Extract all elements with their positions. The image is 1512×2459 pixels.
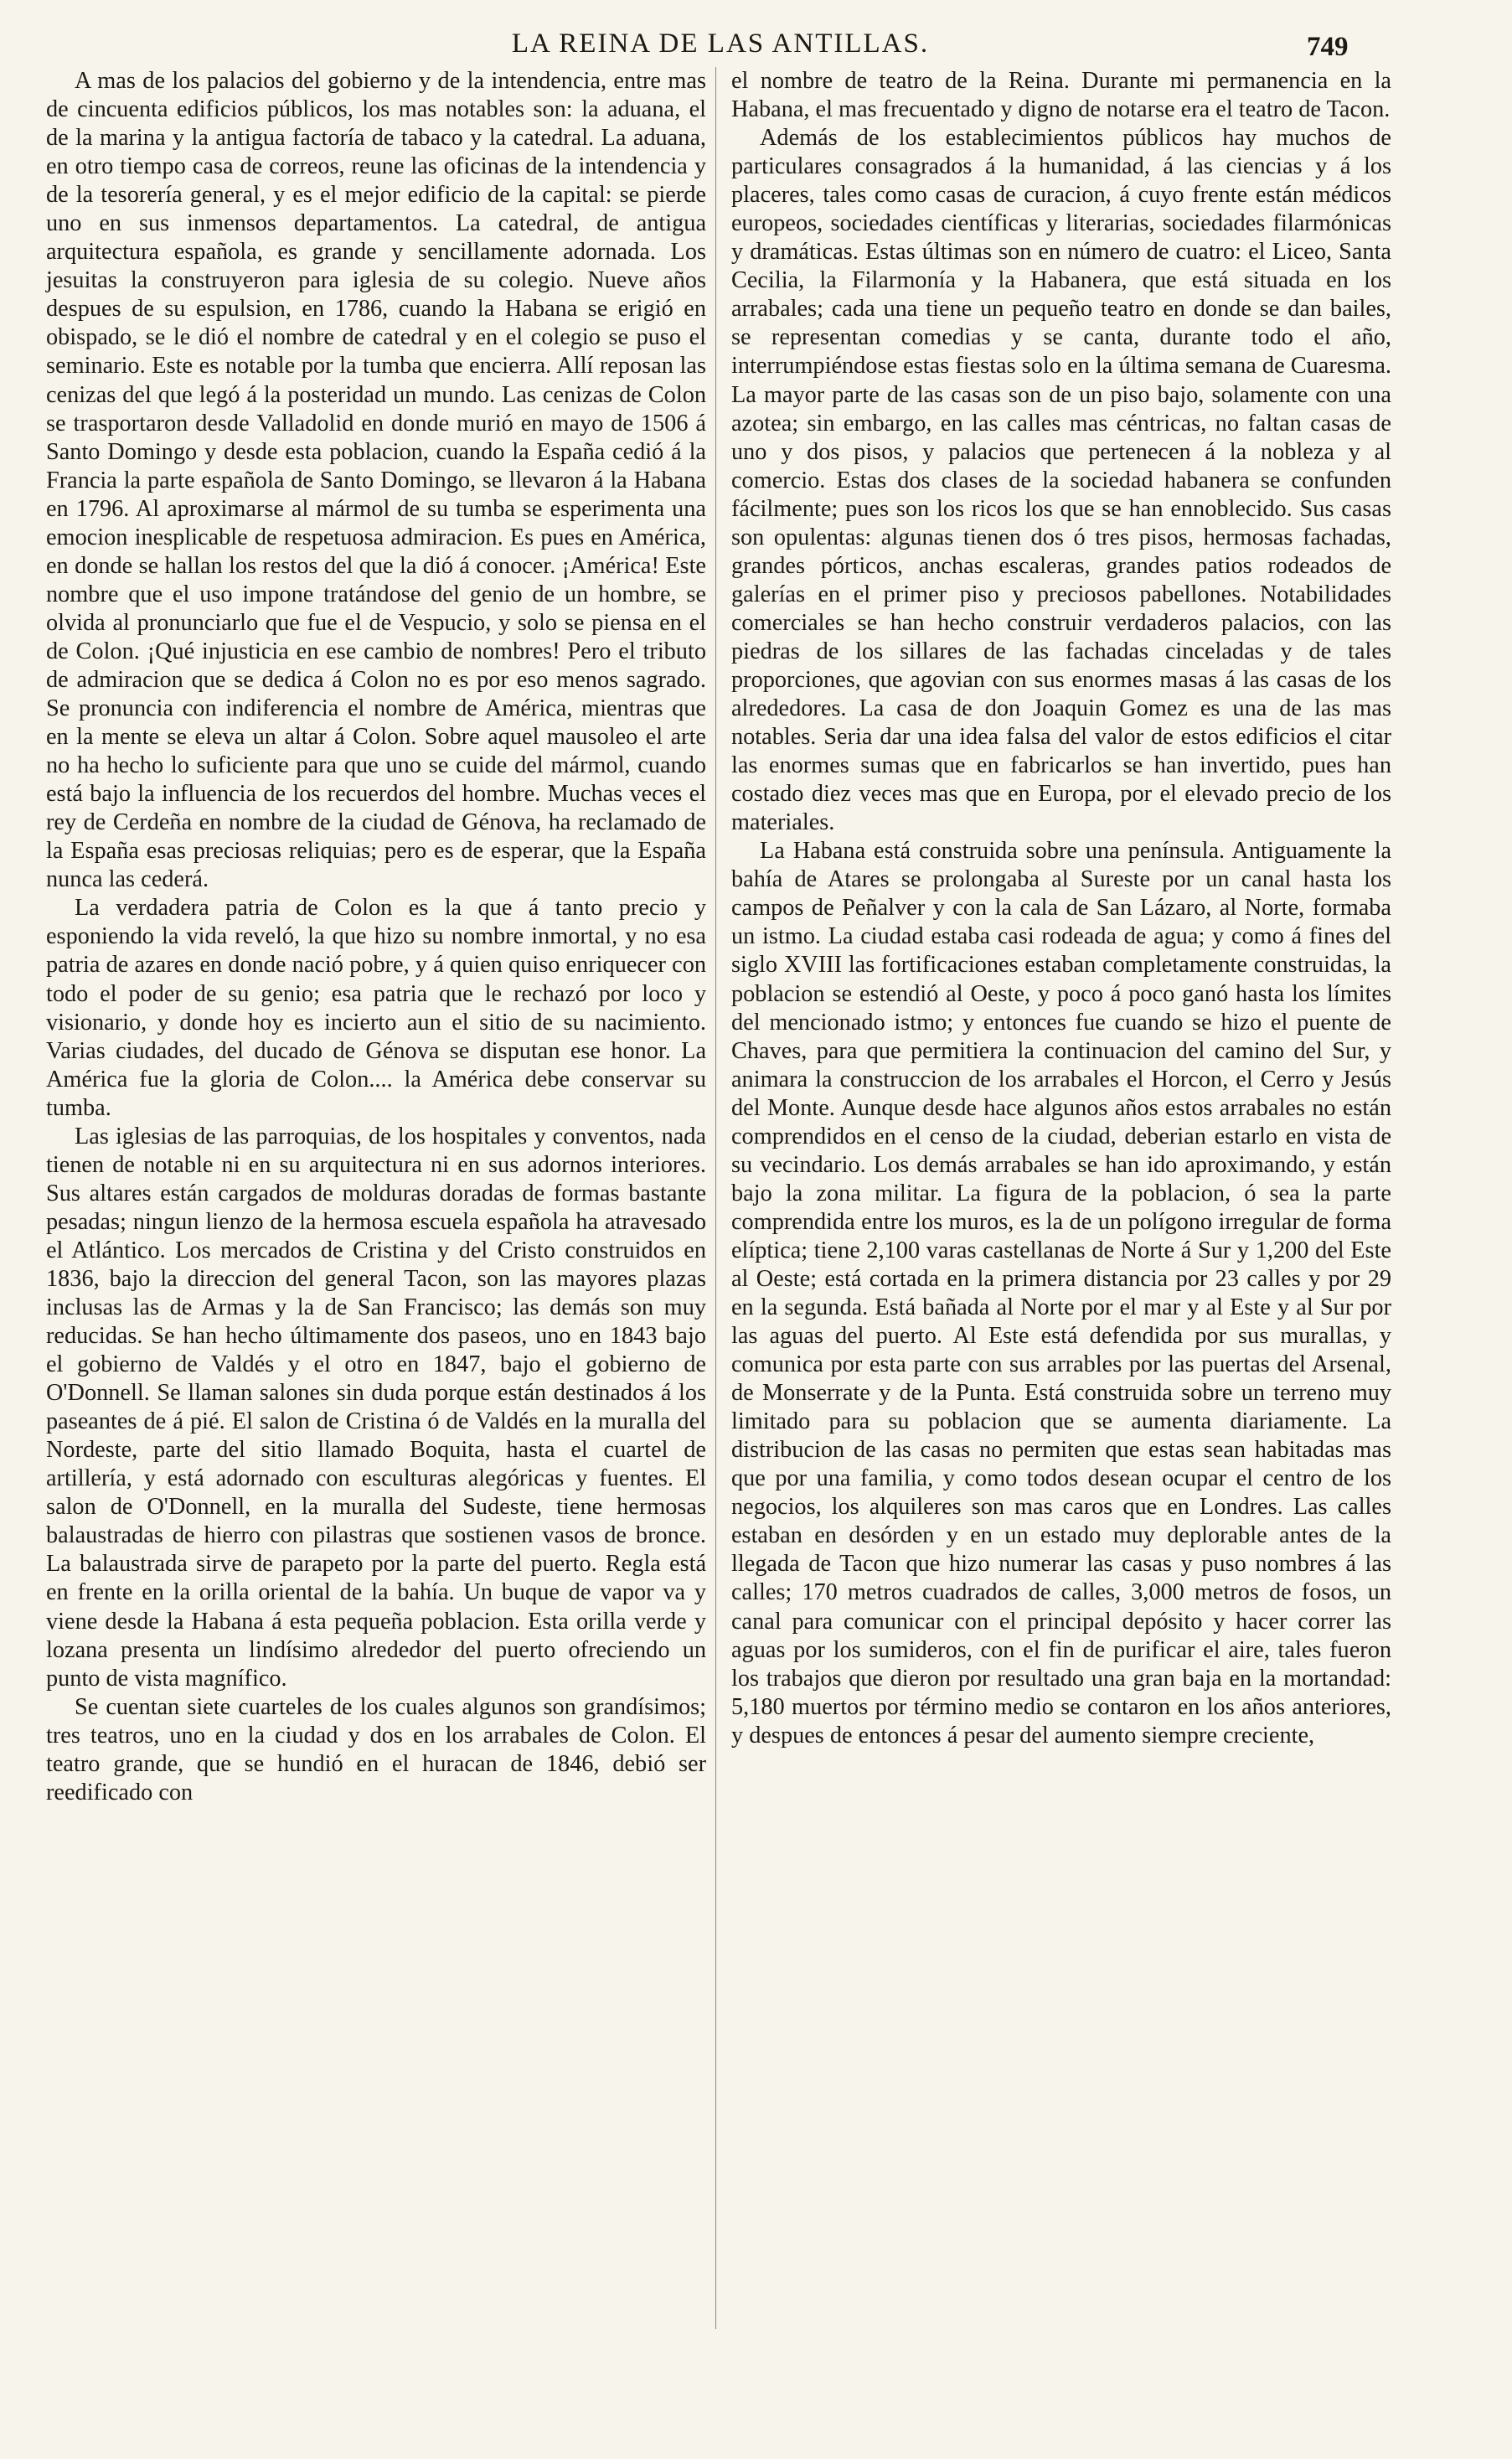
paragraph: Además de los establecimientos públicos hay muchos de particulares consagrados á la humanidad, á las ciencias y á los placeres, tales como casas de curacion, á cuyo frente están médicos europeos, sociedades científicas y literarias, sociedades filarmónicas y dramáticas. Estas últimas son en número de cuatro: el Liceo, Santa Cecilia, la Filarmonía y la Habanera, que está situada en los arrabales; cada una tiene un pequeño teatro en donde se dan bailes, se representan comedias y se canta, durante todo el año, interrumpiéndose estas fiestas solo en la última semana de Cuaresma. La mayor parte de las casas son de un piso bajo, solamente con una azotea; sin embargo, en las calles mas céntricas, no faltan casas de uno y dos pisos, y palacios que pertenecen á la nobleza y al comercio. Estas dos clases de la sociedad habanera se confunden fácilmente; pues son los ricos los que se han ennoblecido. Sus casas son opulentas: algunas tienen dos ó tres pisos, hermosas fachadas, grandes pórticos, anchas escaleras, grandes patios rodeados de galerías en el primer piso y preciosos pabellones. Notabilidades comerciales se han hecho construir verdaderos palacios, con las piedras de los sillares de las fachadas cinceladas y de tales proporciones, que agovian con sus enormes masas á las casas de los alrededores. La casa de don Joaquin Gomez es una de las mas notables. Seria dar una idea falsa del valor de estos edificios el citar las enormes sumas que en fabricarlos se han invertido, pues han costado diez veces mas que en Europa, por el elevado precio de los materiales.	[731, 125, 1391, 836]
paragraph: Se cuentan siete cuarteles de los cuales algunos son grandísimos; tres teatros, uno en la ciudad y dos en los arrabales de Colon. El teatro grande, que se hundió en el huracan de 1846, debió ser reedificado con	[46, 1693, 706, 1806]
paragraph: La Habana está construida sobre una península. Antiguamente la bahía de Atares se prolongaba al Sureste por un canal hasta los campos de Peñalver y con la cala de San Lázaro, al Norte, formaba un istmo. La ciudad estaba casi rodeada de agua; y como á fines del siglo XVIII las fortificaciones estaban completamente construidas, la poblacion se estendió al Oeste, y poco á poco ganó hasta los límites del mencionado istmo; y entonces fue cuando se hizo el puente de Chaves, para que permitiera la continuacion del camino del Sur, y animara la construccion de los arrabales el Horcon, el Cerro y Jesús del Monte. Aunque desde hace algunos años estos arrabales no están comprendidos en el censo de la ciudad, deberian estarlo en vista de su vecindario. Los demás arrabales se han ido aproximando, y están bajo la zona militar. La figura de la poblacion, ó sea la parte comprendida entre los muros, es la de un polígono irregular de forma elíptica; tiene 2,100 varas castellanas de Norte á Sur y 1,200 del Este al Oeste; está cortada en la primera distancia por 23 calles y por 29 en la segunda. Está bañada al Norte por el mar y al Este y al Sur por las aguas del puerto. Al Este está defendida por sus murallas, y comunica por esta parte con sus arrables por las puertas del Arsenal, de Monserrate y de la Punta. Está construida sobre un terreno muy limitado para su poblacion que se aumenta diariamente. La distribucion de las casas no permiten que estas sean habitadas mas que por una familia, y como todos desean ocupar el centro de los negocios, los alquileres son mas caros que en Londres. Las calles estaban en desórden y en un estado muy deplorable antes de la llegada de Tacon que hizo numerar las casas y puso nombres á las calles; 170 metros cuadrados de calles, 3,000 metros de fosos, un canal para comunicar con el principal depósito y hacer correr las aguas por los sumideros, con el fin de purificar el aire, tales fueron los trabajos que dieron por resultado una gran baja en la mortandad: 5,180 muertos por término medio se contaron en los años anteriores, y despues de entonces á pesar del aumento siempre creciente,	[731, 838, 1391, 1749]
paragraph-continued: el nombre de teatro de la Reina. Durante mi permanencia en la Habana, el mas frecuentado y digno de notarse era el teatro de Tacon.	[731, 68, 1391, 123]
paragraph: Las iglesias de las parroquias, de los hospitales y conventos, nada tienen de notable ni en su arquitectura ni en sus adornos interiores. Sus altares están cargados de molduras doradas de formas bastante pesadas; ningun lienzo de la hermosa escuela española ha atravesado el Atlántico. Los mercados de Cristina y del Cristo construidos en 1836, bajo la direccion del general Tacon, son las mayores plazas inclusas las de Armas y la de San Francisco; las demás son muy reducidas. Se han hecho últimamente dos paseos, uno en 1843 bajo el gobierno de Valdés y el otro en 1847, bajo el gobierno de O'Donnell. Se llaman salones sin duda porque están destinados á los paseantes de á pié. El salon de Cristina ó de Valdés en la muralla del Nordeste, parte del sitio llamado Boquita, hasta el cuartel de artillería, y está adornado con esculturas alegóricas y fuentes. El salon de O'Donnell, en la muralla del Sudeste, tiene hermosas balaustradas de hierro con pilastras que sostienen vasos de bronce. La balaustrada sirve de parapeto por la parte del puerto. Regla está en frente en la orilla oriental de la bahía. Un buque de vapor va y viene desde la Habana á esta pequeña poblacion. Esta orilla verde y lozana presenta un lindísimo alrededor del puerto ofreciendo un punto de vista magnífico.	[46, 1123, 706, 1692]
running-head	[0, 28, 1512, 70]
paragraph: A mas de los palacios del gobierno y de la intendencia, entre mas de cincuenta edificios públicos, los mas notables son: la aduana, el de la marina y la antigua factoría de tabaco y la catedral. La aduana, en otro tiempo casa de correos, reune las oficinas de la intendencia y de la tesorería general, y es el mejor edificio de la capital: se pierde uno en sus inmensos departamentos. La catedral, de antigua arquitectura española, es grande y sencillamente adornada. Los jesuitas la construyeron para iglesia de su colegio. Nueve años despues de su espulsion, en 1786, cuando la Habana se erigió en obispado, se le dió el nombre de catedral y en el colegio se puso el seminario. Este es notable por la tumba que encierra. Allí reposan las cenizas del que legó á la posteridad un mundo. Las cenizas de Colon se trasportaron desde Valladolid en donde murió en mayo de 1506 á Santo Domingo y desde esta poblacion, cuando la España cedió á la Francia la parte española de Santo Domingo, se llevaron á la Habana en 1796. Al aproximarse al mármol de su tumba se esperimenta una emocion inesplicable de respetuosa admiracion. Es pues en América, en donde se hallan los restos del que la dió á conocer. ¡América! Este nombre que el uso impone tratándose del genio de un hombre, se olvida al pronunciarlo que fue el de Vespucio, y solo se piensa en el de Colon. ¡Qué injusticia en ese cambio de nombres! Pero el tributo de admiracion que se dedica á Colon no es por eso menos sagrado. Se pronuncia con indiferencia el nombre de América, mientras que en la mente se eleva un altar á Colon. Sobre aquel mausoleo el arte no ha hecho lo suficiente para que uno se cuide del mármol, cuando está bajo la influencia de los recuerdos del hombre. Muchas veces el rey de Cerdeña en nombre de la ciudad de Génova, ha reclamado de la España esas preciosas reliquias; pero es de esperar, que la España nunca las cederá.	[46, 68, 706, 893]
column-divider	[715, 67, 716, 2329]
page-number: 749	[1307, 32, 1349, 62]
paragraph: La verdadera patria de Colon es la que á tanto precio y esponiendo la vida reveló, la que hizo su nombre inmortal, y no esa patria de azares en donde nació pobre, y á quien quiso enriquecer con todo el poder de su genio; esa patria que le rechazó por loco y visionario, y donde hoy es incierto aun el sitio de su nacimiento. Varias ciudades, del ducado de Génova se disputan ese honor. La América fue la gloria de Colon.... la América debe conservar su tumba.	[46, 895, 706, 1121]
running-title: LA REINA DE LAS ANTILLAS.	[511, 28, 930, 59]
left-column	[46, 67, 706, 1807]
right-column	[731, 67, 1391, 1750]
